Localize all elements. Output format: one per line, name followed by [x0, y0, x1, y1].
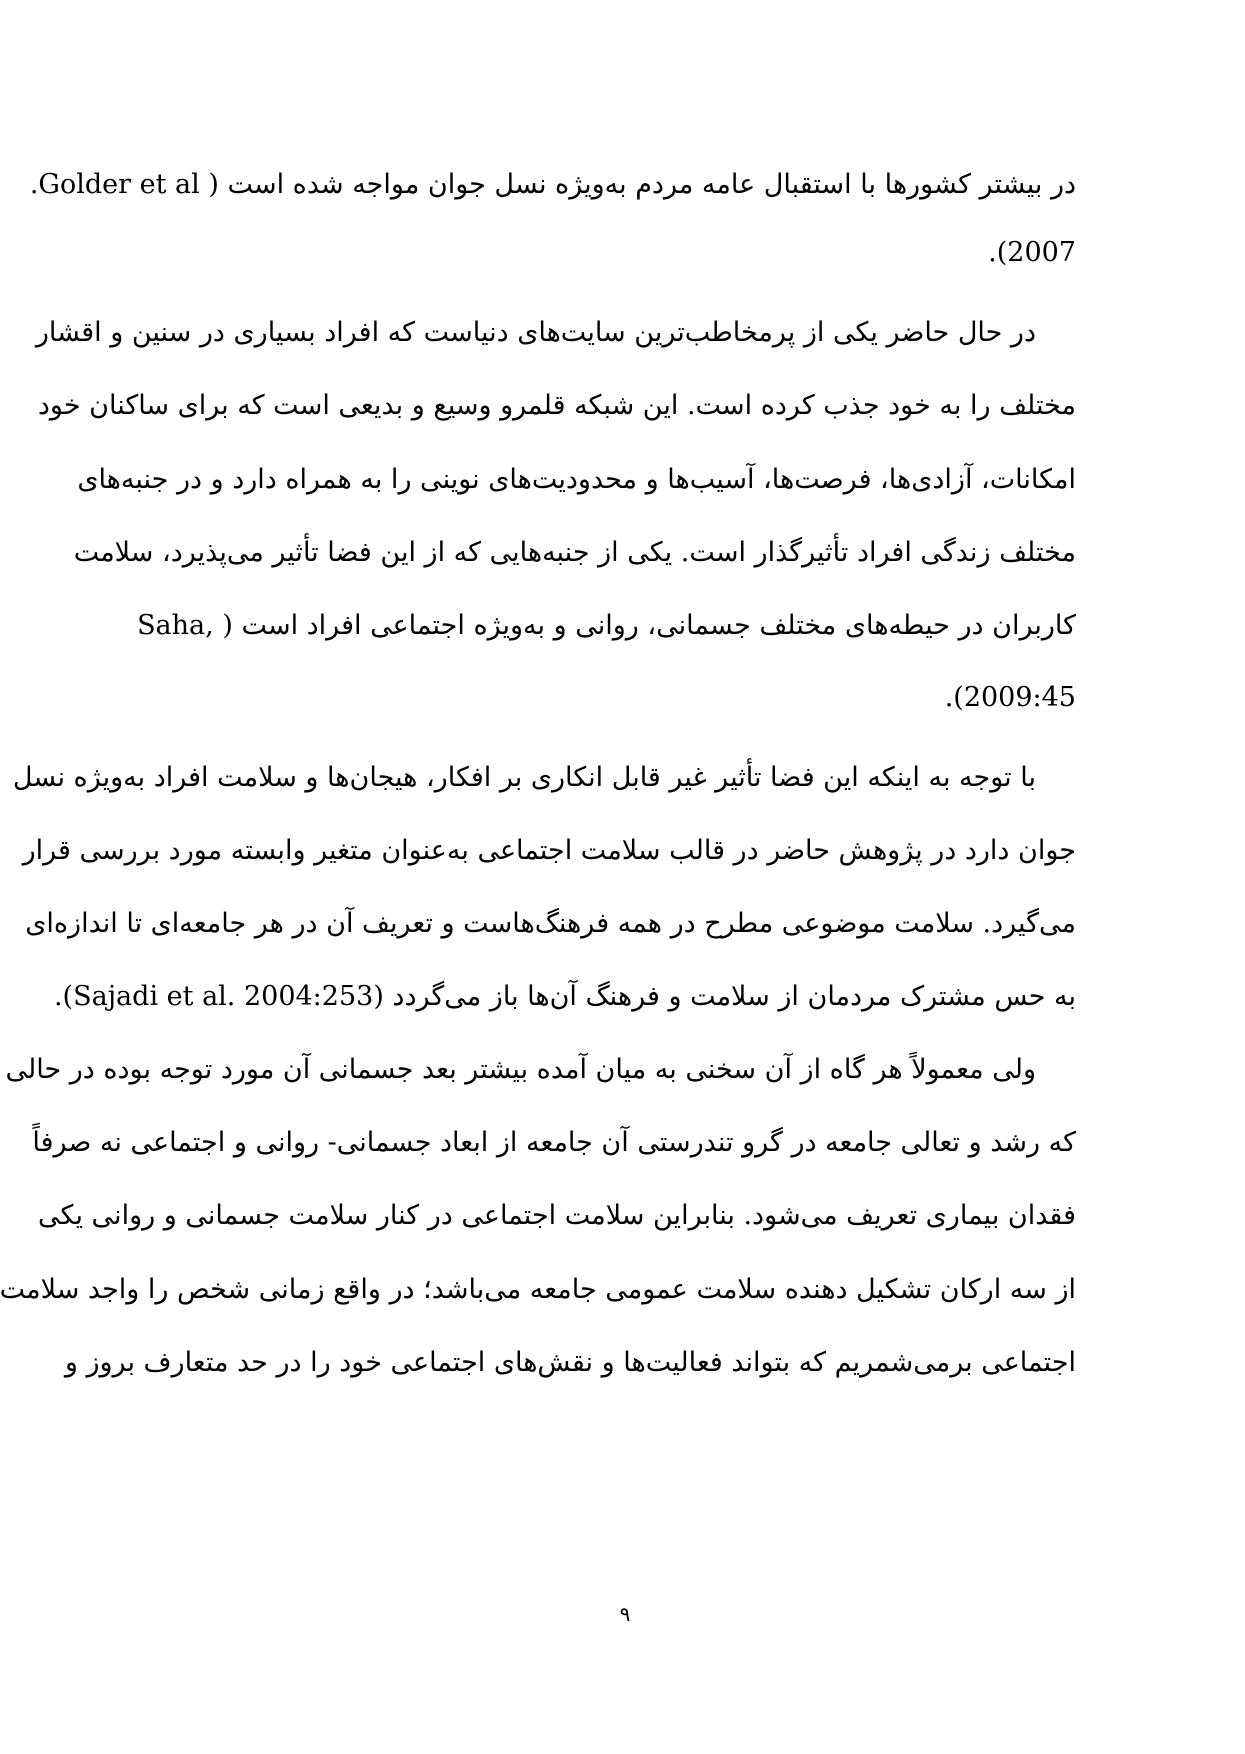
page-number: ۹: [619, 1602, 631, 1626]
text-line-10: جوان دارد در پژوهش حاضر در قالب سلامت اجتماعی به‌عنوان متغیر وابسته مورد بررسی قرار: [22, 835, 1076, 866]
text-line-14: که رشد و تعالی جامعه در گرو تندرستی آن جامعه از ابعاد جسمانی- روانی و اجتماعی نه صرفاً: [32, 1127, 1076, 1158]
text-line-2: .(2007: [988, 237, 1076, 268]
text-line-1: در بیشتر کشورها با استقبال عامه مردم به‌ویژه نسل جوان مواجه شده است ( Golder et al.: [29, 169, 1076, 200]
text-line-12: به حس مشترک مردمان از سلامت و فرهنگ آن‌ها باز می‌گردد (Sajadi et al. 2004:253).: [53, 981, 1076, 1012]
text-line-3: در حال حاضر یکی از پرمخاطب‌ترین سایت‌های دنیاست که افراد بسیاری در سنین و اقشار: [35, 317, 1036, 348]
text-line-9: با توجه به اینکه این فضا تأثیر غیر قابل انکاری بر افکار، هیجان‌ها و سلامت افراد به‌ویژه نسل: [12, 762, 1036, 793]
text-line-16: از سه ارکان تشکیل دهنده سلامت عمومی جامعه می‌باشد؛ در واقع زمانی شخص را واجد سلامت: [0, 1274, 1076, 1305]
text-line-8: .(2009:45: [944, 682, 1076, 713]
text-line-5: امکانات، آزادی‌ها، فرصت‌ها، آسیب‌ها و محدودیت‌های نوینی را به همراه دارد و در جنبه‌های: [77, 464, 1076, 495]
text-line-6: مختلف زندگی افراد تأثیرگذار است. یکی از جنبه‌هایی که از این فضا تأثیر می‌پذیرد، سلامت: [73, 537, 1076, 568]
text-line-4: مختلف را به خود جذب کرده است. این شبکه قلمرو وسیع و بدیعی است که برای ساکنان خود: [37, 390, 1076, 421]
text-line-15: فقدان بیماری تعریف می‌شود. بنابراین سلامت اجتماعی در کنار سلامت جسمانی و روانی یکی: [38, 1200, 1076, 1231]
text-line-11: می‌گیرد. سلامت موضوعی مطرح در همه فرهنگ‌هاست و تعریف آن در هر جامعه‌ای تا اندازه‌ای: [25, 908, 1076, 939]
text-line-17: اجتماعی برمی‌شمریم که بتواند فعالیت‌ها و نقش‌های اجتماعی خود را در حد متعارف بروز و: [64, 1347, 1076, 1378]
text-line-7: کاربران در حیطه‌های مختلف جسمانی، روانی و به‌ویژه اجتماعی افراد است ( ,Saha: [137, 610, 1076, 641]
text-line-13: ولی معمولاً هر گاه از آن سخنی به میان آمده بیشتر بعد جسمانی آن مورد توجه بوده در حالی: [5, 1054, 1036, 1085]
